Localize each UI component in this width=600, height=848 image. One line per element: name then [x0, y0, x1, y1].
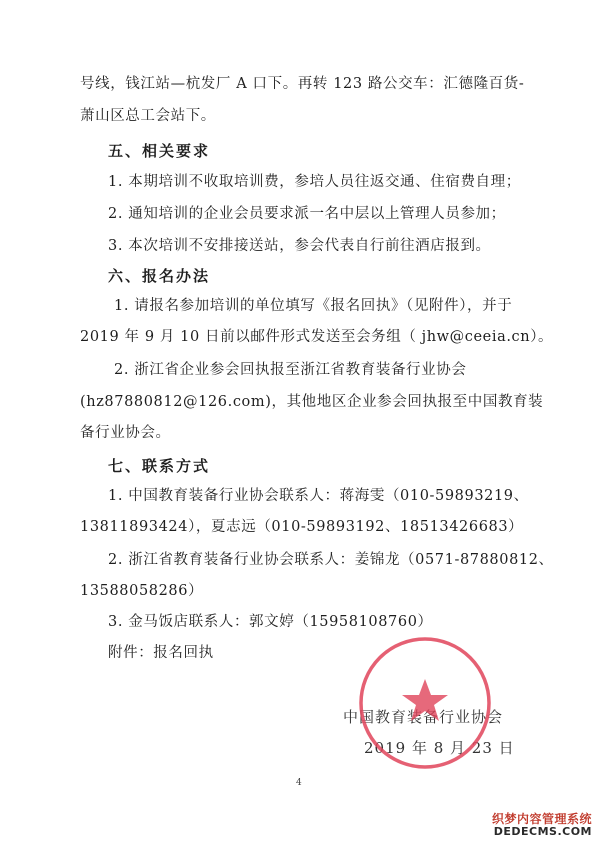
body-line: 2. 通知培训的企业会员要求派一名中层以上管理人员参加；	[108, 206, 506, 222]
watermark-en: DEDECMS.COM	[493, 825, 592, 838]
body-line: 2019 年 9 月 10 日前以邮件形式发送至会务组（ jhw@ceeia.cn）。	[80, 329, 554, 345]
body-line: 附件：报名回执	[108, 645, 214, 661]
signature-date: 2019 年 8 月 23 日	[364, 739, 515, 757]
site-watermark	[476, 810, 594, 840]
body-line: 13811893424），夏志远（010-59893192、18513426683）	[80, 519, 524, 535]
body-line: 3. 本次培训不安排接送站，参会代表自行前往酒店报到。	[108, 238, 491, 254]
signature-organization: 中国教育装备行业协会	[343, 708, 504, 726]
page-number: 4	[296, 778, 302, 788]
watermark-cn: 织梦内容管理系统	[491, 812, 592, 826]
body-line: 2. 浙江省教育装备行业协会联系人：姜锦龙（0571-87880812、	[108, 552, 554, 568]
official-seal	[355, 633, 495, 773]
section-heading-contact: 七、联系方式	[108, 457, 211, 475]
body-line: (hz87880812@126.com)，其他地区企业参会回执报至中国教育装	[80, 394, 544, 410]
section-heading-registration: 六、报名办法	[108, 267, 211, 285]
seal-graphic	[355, 633, 495, 773]
body-line: 萧山区总工会站下。	[80, 108, 216, 124]
body-line: 2. 浙江省企业参会回执报至浙江省教育装备行业协会	[114, 362, 467, 378]
body-line: 1. 请报名参加培训的单位填写《报名回执》（见附件），并于	[114, 298, 513, 314]
body-line: 1. 中国教育装备行业协会联系人：蒋海雯（010-59893219、	[108, 488, 529, 504]
body-line: 备行业协会。	[80, 425, 171, 441]
body-line: 1. 本期培训不收取培训费，参培人员往返交通、住宿费自理；	[108, 174, 521, 190]
section-heading-requirements: 五、相关要求	[108, 142, 211, 160]
body-line: 3. 金马饭店联系人：郭文婷（15958108760）	[108, 614, 433, 630]
body-line: 号线，钱江站—杭发厂 A 口下。再转 123 路公交车：汇德隆百货-	[80, 76, 525, 92]
body-line: 13588058286）	[80, 583, 204, 599]
